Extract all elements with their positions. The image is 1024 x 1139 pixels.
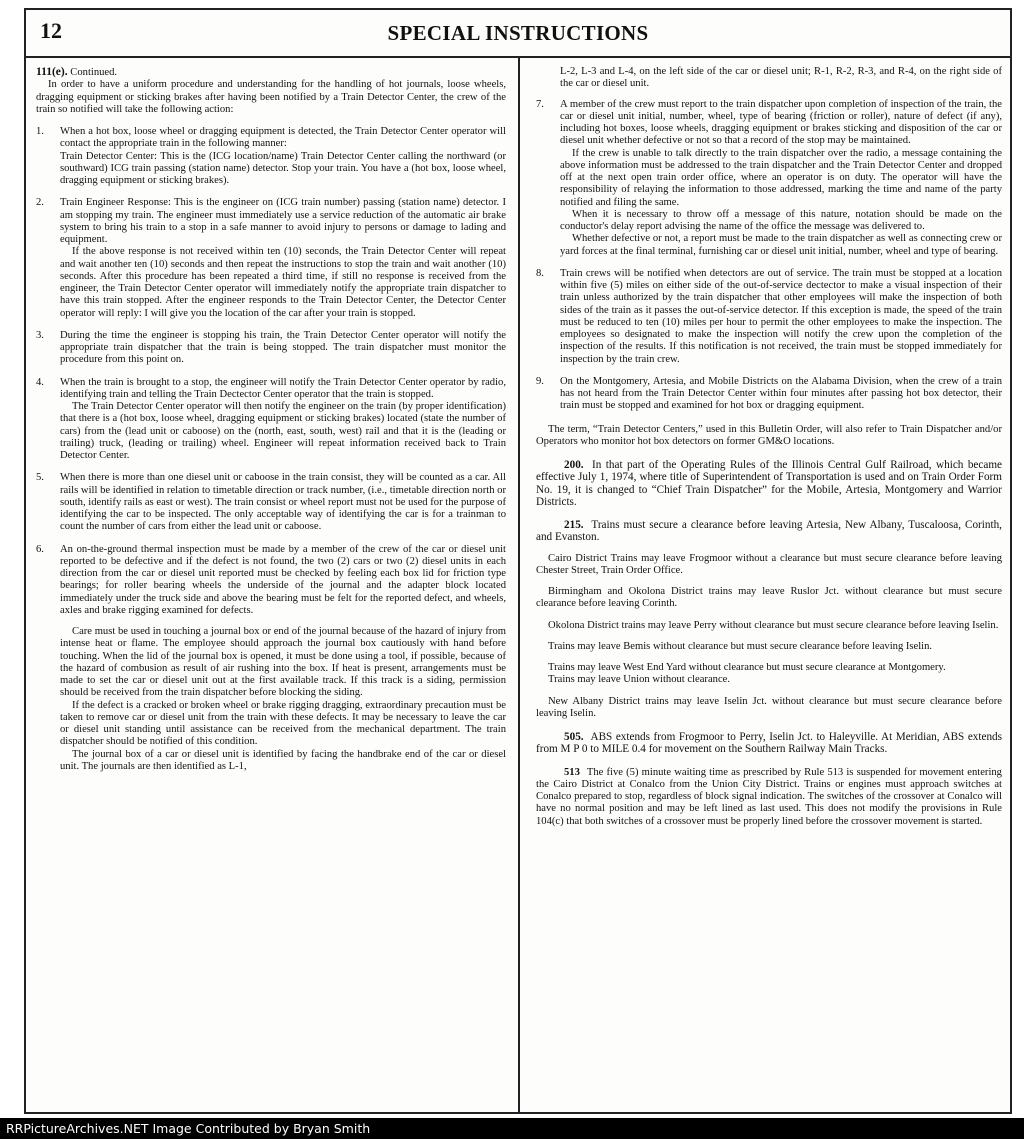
item-paragraph: When it is necessary to throw off a message of this nature, notation should be made on the conductor's delay report advising the name of the office the message was delivered to. (560, 208, 1002, 232)
section-continued: Continued. (70, 67, 118, 78)
rule-paragraph: Birmingham and Okolona District trains may leave Ruslor Jct. without clearance but must secure clearance before leaving Corinth. (536, 586, 1002, 610)
instruction-item-8 (536, 268, 1002, 366)
item-paragraph: The Train Detector Center operator will then notify the engineer on the train (by proper identification) that there is a (hot box, loose wheel, dragging equipment or sticking brakes) located (state the number of cars) from the (lead unit or caboose) on the (north, east, south, west) rail and that it is the (leading or trailing) truck, (leading or trailing) wheel. Engineer will repeat information received back to Train Detector Center. (60, 401, 506, 461)
rule-paragraph: Trains may leave Union without clearance. (548, 674, 731, 686)
two-column-body (26, 58, 1010, 1112)
item-paragraph: If the above response is not received within ten (10) seconds, the Train Detector Center will repeat and wait another ten (10) seconds and then repeat the instructions to stop the train and wait another (10) seconds. After this procedure has been repeated a third time, if still no response is received from the engineer, the Train Detector Center operator will immediately notify the appropriate train dispatcher to have this train stopped. After the engineer responds to the Train Detector Center, the Detector Center operator will reply: I will give you the location of the car after your train is stopped. (60, 246, 506, 319)
item-paragraph: During the time the engineer is stopping his train, the Train Detector Center operator will notify the appropriate train dispatcher that the train is being stopped. The train dispatcher must monitor the procedure from this point on. (60, 329, 506, 366)
instruction-item-6 (36, 544, 506, 774)
rule-paragraph: New Albany District trains may leave Iselin Jct. without clearance but must secure clearance before leaving Iselin. (536, 695, 1002, 719)
page-number: 12 (40, 18, 62, 43)
item-paragraph: An on-the-ground thermal inspection must be made by a member of the crew of the car or diesel unit reported to be defective and if the defect is not found, the two (2) cars or two (2) diesel units in each direction from the car or diesel unit reported must be checked by feeling each box lid for friction type bearings; for roller bearing wheels the underside of the journal and the adapter block located immediately under the truck side and above the bearing must be felt for the reported defect, and wheels, axles and brake rigging examined for defects. (60, 543, 506, 616)
item-paragraph: Care must be used in touching a journal box or end of the journal because of the hazard of injury from intense heat or flame. The employee should approach the journal box cautiously with hand before touching. When the lid of the journal box is opened, it must be done using a tool, if possible, because of the hazard of combusion as result of air rushing into the box. If heat is present, arrangements must be made to set the car or diesel unit out at the first available track. If this track is a siding, permission should be received from the train dispatcher before blocking the siding. (60, 626, 506, 699)
instruction-item-5 (36, 472, 506, 533)
item-number: 5. (36, 472, 44, 484)
right-column (536, 66, 1002, 1108)
instruction-item-1 (36, 126, 506, 187)
rule-513 (536, 767, 1002, 828)
rule-text: ABS extends from Frogmoor to Perry, Iselin Jct. to Haleyville. At Meridian, ABS extends from M P 0 to MILE 0.4 for movement on the Southern Railway Main Tracks. (536, 731, 1002, 756)
item-paragraph: On the Montgomery, Artesia, and Mobile Districts on the Alabama Division, when the crew of a train has not heard from the Train Detector Center within four minutes after passing hot box detector, their train must be stopped and examined for hot box or dragging equipment. (560, 375, 1002, 412)
rule-number: 505. (564, 731, 584, 743)
item-paragraph: A member of the crew must report to the train dispatcher upon completion of inspection of the train, the car or diesel unit initial, number, wheel, type of bearing (friction or roller), nature of defect (if any), including hot boxes, loose wheels, dragging equipment or brakes sticking and disposition of the car or diesel unit whether defective or not so that a record of the stop may be maintained. (560, 98, 1002, 147)
rule-paragraph: Cairo District Trains may leave Frogmoor without a clearance but must secure clearance before leaving Chester Street, Train Order Office. (536, 552, 1002, 576)
section-heading (36, 66, 506, 79)
rule-505 (536, 731, 1002, 756)
item-number: 6. (36, 543, 44, 555)
item-paragraph: The journal box of a car or diesel unit is identified by facing the handbrake end of the car or diesel unit. The journals are then identified as L-1, (60, 748, 506, 772)
item-paragraph: Train crews will be notified when detectors are out of service. The train must be stopped at a location within five (5) miles on either side of the out-of-service dectector to make a visual inspection of their train unless authorized by the train dispatcher that other employees will make the inspection of both sides of the train as it passes the out-of-service detector. If this exception is made, the speed of the train must be reduced to ten (10) miles per hour to permit the other employees to make the inspection. The employees so designated to make the inspection will notify the crew upon the completion of the inspection of the results. If this notification is not received, the train must be stopped immediately for inspection by the train crew. (560, 267, 1002, 365)
item-number: 9. (536, 375, 544, 387)
rule-number: 513 (564, 766, 580, 778)
instruction-list-continued (536, 99, 1002, 413)
image-credit-bar: RRPictureArchives.NET Image Contributed by Bryan Smith (0, 1118, 1024, 1139)
rule-text: The five (5) minute waiting time as prescribed by Rule 513 is suspended for movement entering the Cairo District at Conalco from the Union City District. Trains or engines must approach switches at Conalco prepared to stop, regardless of block signal indication. The switches of the crossover at Conalco will have no normal position and may be left lined as last used. This does not modify the provisions in Rule 104(c) that both switches of a crossover must be properly lined before the crossover movement is started. (536, 766, 1002, 827)
item-number: 4. (36, 376, 44, 388)
instruction-list (36, 126, 506, 773)
rule-paragraph: Okolona District trains may leave Perry without clearance but must secure clearance before leaving Iselin. (548, 619, 999, 631)
item-paragraph: Whether defective or not, a report must be made to the train dispatcher as well as connecting crew or yard forces at the final terminal, furnishing car or diesel unit initial, number, wheel and type of bearing. (560, 233, 1002, 257)
rule-number: 215. (564, 519, 584, 531)
left-column (36, 66, 506, 1108)
column-divider (518, 58, 520, 1112)
instruction-item-7 (536, 99, 1002, 258)
instruction-item-2 (36, 197, 506, 320)
item-paragraph: Train Engineer Response: This is the engineer on (ICG train number) passing (station name) detector. I am stopping my train. The engineer must immediately use a service reduction of the automatic air brake system to bring his train to a stop in a safe manner to avoid injury to persons or damage to lading and equipment. (60, 197, 506, 245)
item-number: 2. (36, 197, 44, 209)
rule-paragraph: Trains may leave West End Yard without clearance but must secure clearance at Montgomery. (548, 662, 946, 673)
instruction-item-9 (536, 376, 1002, 413)
rule-number: 200. (564, 459, 584, 471)
continuation-text: L-2, L-3 and L-4, on the left side of the car or diesel unit; R-1, R-2, R-3, and R-4, on the right side of the car or diesel unit. (560, 66, 1002, 90)
item-paragraph: When the train is brought to a stop, the engineer will notify the Train Detector Center operator by radio, identifying train and telling the Train Dectector Center operator that the train is stopped. (60, 376, 506, 400)
term-note: The term, “Train Detector Centers,” used in this Bulletin Order, will also refer to Train Dispatcher and/or Operators who monitor hot box detectors on former GM&O locations. (536, 423, 1002, 447)
rule-paragraph: Trains may leave Bemis without clearance but must secure clearance before leaving Iselin. (548, 640, 933, 652)
rule-200 (536, 459, 1002, 508)
rule-215 (536, 519, 1002, 720)
page-header (26, 10, 1010, 58)
item-number: 8. (536, 267, 544, 279)
item-paragraph: If the defect is a cracked or broken wheel or brake rigging dragging, extraordinary precaution must be taken to remove car or diesel unit from the train with these defects. It may be necessary to leave the car or diesel unit standing until assistance can be received from the mechanical department. The train dispatcher should be notified of this condition. (60, 699, 506, 748)
section-label: 111(e). (36, 66, 68, 78)
rule-text: In that part of the Operating Rules of the Illinois Central Gulf Railroad, which became effective July 1, 1974, where title of Superintendent of Transportation is used and on Train Order Form No. 19, it is changed to “Chief Train Dispatcher” for the Mobile, Artesia, Montgomery and Warrior Districts. (536, 459, 1002, 508)
item-paragraph: When a hot box, loose wheel or dragging equipment is detected, the Train Detector Center operator will contact the appropriate train in the following manner: (60, 126, 506, 150)
item-paragraph: If the crew is unable to talk directly to the train dispatcher over the radio, a message containing the above information must be addressed to the train dispatcher and the Train Detector Center and dropped off at the next open train order office, where an operator is on duty. The operator will have the responsibility of relaying the information to those addressed, marking the time and name of the party notified and filing the same. (560, 147, 1002, 208)
instruction-item-3 (36, 330, 506, 367)
item-paragraph: When there is more than one diesel unit or caboose in the train consist, they will be counted as a car. All rails will be identified in relation to timetable direction or track number, (i.e., timetable direction north or south, identify rails as east or west). The train consist or wheel report must not be used for the purpose of identifying the car to be inspected. The only acceptable way of identifying the car is for a trainman to count the number of cars from either the lead unit or caboose. (60, 472, 506, 533)
document-page (24, 8, 1012, 1114)
section-intro: In order to have a uniform procedure and understanding for the handling of hot journals, loose wheels, dragging equipment or sticking brakes after having been notified by a Train Detector Center, the crew of the train so notified will take the following action: (36, 79, 506, 115)
item-paragraph: Train Detector Center: This is the (ICG location/name) Train Detector Center calling the northward (or southward) ICG train passing (station name) detector. Stop your train. You have a (hot box, loose wheel, dragging equipment or sticking brakes). (60, 150, 506, 186)
page-title: SPECIAL INSTRUCTIONS (387, 21, 649, 45)
rule-text: Trains must secure a clearance before leaving Artesia, New Albany, Tuscaloosa, Corinth, and Evanston. (536, 519, 1002, 544)
item-number: 7. (536, 98, 544, 110)
instruction-item-4 (36, 377, 506, 463)
item-number: 1. (36, 126, 44, 137)
item-number: 3. (36, 329, 44, 341)
